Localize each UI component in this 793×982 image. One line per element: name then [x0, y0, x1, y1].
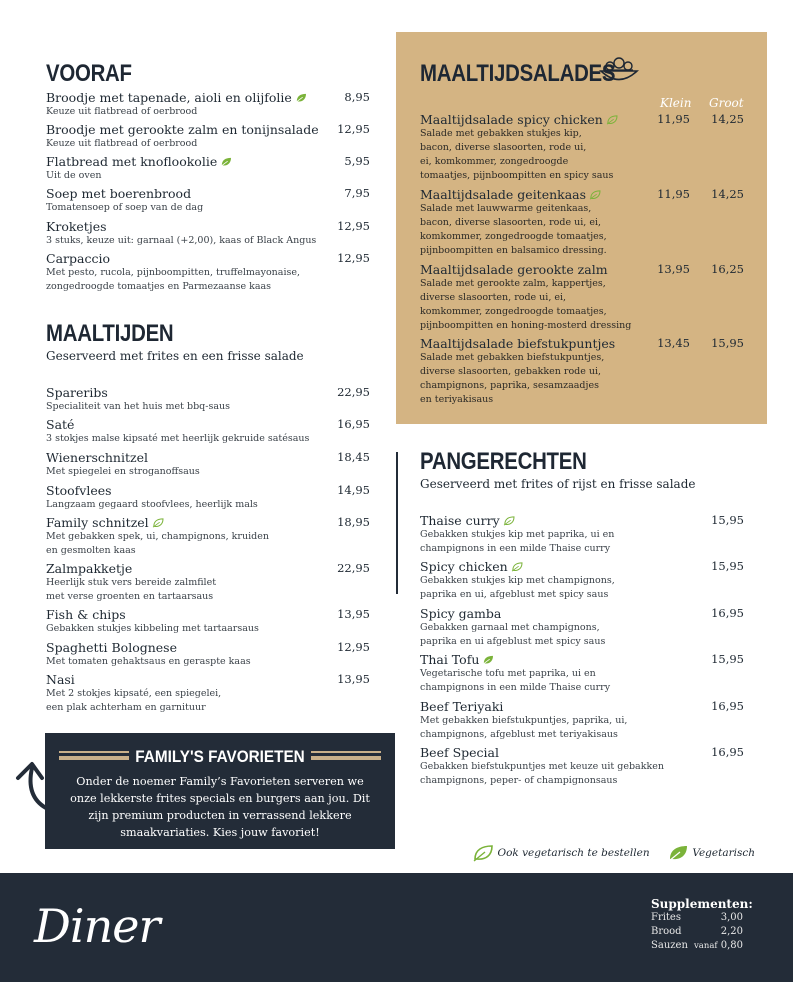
- item-name-text: Broodje met gerookte zalm en tonijnsalade: [46, 122, 319, 137]
- item-description: champignons in een milde Thaise curry: [420, 543, 611, 554]
- item-description: Gebakken garnaal met champignons,: [420, 622, 600, 633]
- menu-item: [46, 417, 370, 446]
- item-name-text: Nasi: [46, 672, 75, 687]
- item-name: [420, 559, 744, 574]
- supplement-price-prefix: vanaf: [693, 941, 718, 951]
- supplement-price: [721, 911, 743, 925]
- item-name-text: Spareribs: [46, 385, 108, 400]
- item-description: Uit de oven: [46, 170, 102, 181]
- item-price: 14,95: [337, 483, 370, 497]
- vegetarian-leaf-icon: [295, 93, 307, 103]
- right-column: [420, 0, 744, 860]
- salad-price-small: 11,95: [657, 187, 690, 201]
- item-name-text: Stoofvlees: [46, 483, 112, 498]
- item-name-text: Kroketjes: [46, 219, 107, 234]
- item-description: Gebakken stukjes kibbeling met tartaarsaus: [46, 623, 259, 634]
- item-name: [46, 122, 370, 137]
- vooraf-heading: VOORAF: [46, 60, 132, 87]
- family-title: FAMILY'S FAVORIETEN: [135, 747, 305, 766]
- item-name: [46, 154, 370, 169]
- salad-description: tomaatjes, pijnboompitten en spicy saus: [420, 170, 614, 181]
- item-name-text: Beef Teriyaki: [420, 699, 504, 714]
- item-price: 18,95: [337, 515, 370, 529]
- supplement-price: [721, 925, 743, 939]
- salad-price-large: 14,25: [711, 112, 744, 126]
- item-name: [420, 606, 744, 621]
- salad-description: en teriyakisaus: [420, 394, 494, 405]
- item-name: [46, 186, 370, 201]
- supplements-title: Supplementen:: [651, 897, 753, 911]
- menu-item: [420, 652, 744, 695]
- menu-item: [420, 699, 744, 742]
- item-price: 15,95: [711, 559, 744, 573]
- menu-item: [46, 607, 370, 636]
- item-price: 16,95: [711, 699, 744, 713]
- menu-item: [46, 450, 370, 479]
- item-name: [46, 672, 370, 687]
- menu-item: [46, 219, 370, 248]
- menu-item: [46, 672, 370, 715]
- menu-item: [46, 515, 370, 558]
- item-description: champignons, peper- of champignonsaus: [420, 775, 618, 786]
- item-price: 12,95: [337, 219, 370, 233]
- pangerechten-heading: PANGERECHTEN: [420, 448, 587, 475]
- item-description: zongedroogde tomaatjes en Parmezaanse kaas: [46, 281, 272, 292]
- item-description: Met gebakken biefstukpuntjes, paprika, ui,: [420, 715, 628, 726]
- item-description: Gebakken stukjes kip met paprika, ui en: [420, 529, 615, 540]
- item-name-text: Soep met boerenbrood: [46, 186, 192, 201]
- item-description: champignons in een milde Thaise curry: [420, 682, 611, 693]
- supplement-price-value: 2,20: [720, 926, 743, 937]
- item-name: [420, 699, 744, 714]
- salad-description: ei, komkommer, zongedroogde: [420, 156, 569, 167]
- item-price: 12,95: [337, 640, 370, 654]
- menu-item: [46, 122, 370, 151]
- menu-item: [420, 606, 744, 649]
- salad-description: komkommer, zongedroogde tomaatjes,: [420, 231, 607, 242]
- salad-description: bacon, diverse slasoorten, rode ui,: [420, 142, 587, 153]
- item-name: [46, 90, 370, 105]
- supplement-row: [651, 911, 743, 925]
- family-text: Onder de noemer Family’s Favorieten serveren we onze lekkerste frites specials en burgers aan jou. Dit zijn premium producten in verrassend lekkere smaakvariaties. Kies jouw favoriet!: [70, 775, 370, 839]
- leaf-outline-icon: [472, 844, 494, 862]
- item-name: [46, 219, 370, 234]
- salad-price-large: 15,95: [711, 336, 744, 350]
- salad-description: diverse slasoorten, rode ui, ei,: [420, 292, 567, 303]
- item-price: 22,95: [337, 561, 370, 575]
- salad-price-large: 14,25: [711, 187, 744, 201]
- optional-vegetarian-leaf-icon: [152, 518, 164, 528]
- item-description: 3 stokjes malse kipsaté met heerlijk gekruide satésaus: [46, 433, 310, 444]
- salad-description: diverse slasoorten, gebakken rode ui,: [420, 366, 602, 377]
- salad-name-text: Maaltijdsalade geitenkaas: [420, 187, 587, 202]
- item-name: [46, 561, 370, 576]
- decorative-lines-right: [311, 751, 381, 760]
- item-description: en gesmolten kaas: [46, 545, 136, 556]
- size-large-header: Groot: [709, 96, 744, 110]
- item-name: [420, 745, 744, 760]
- menu-item: [46, 251, 370, 294]
- item-name-text: Family schnitzel: [46, 515, 149, 530]
- item-name-text: Broodje met tapenade, aioli en olijfolie: [46, 90, 292, 105]
- item-name-text: Wienerschnitzel: [46, 450, 148, 465]
- item-price: 7,95: [344, 186, 370, 200]
- maaltijden-subtitle: Geserveerd met frites en een frisse salade: [46, 349, 304, 363]
- salad-name-text: Maaltijdsalade spicy chicken: [420, 112, 603, 127]
- salad-name-text: Maaltijdsalade biefstukpuntjes: [420, 336, 616, 351]
- menu-item: [420, 559, 744, 602]
- salad-name-text: Maaltijdsalade gerookte zalm: [420, 262, 608, 277]
- item-price: 16,95: [337, 417, 370, 431]
- salad-price-small: 11,95: [657, 112, 690, 126]
- size-small-header: Klein: [660, 96, 692, 110]
- menu-item: [46, 385, 370, 414]
- legend-veg-label: Vegetarisch: [692, 847, 755, 859]
- item-description: Met 2 stokjes kipsaté, een spiegelei,: [46, 688, 222, 699]
- item-price: 8,95: [344, 90, 370, 104]
- supplement-price-value: 0,80: [720, 940, 743, 951]
- item-description: Met tomaten gehaktsaus en geraspte kaas: [46, 656, 251, 667]
- supplement-name: Brood: [651, 926, 682, 937]
- item-price: 18,45: [337, 450, 370, 464]
- item-name: [420, 513, 744, 528]
- left-column: [46, 60, 370, 720]
- salad-description: champignons, paprika, sesamzaadjes: [420, 380, 599, 391]
- menu-item: [46, 154, 370, 183]
- maaltijden-heading: MAALTIJDEN: [46, 320, 174, 347]
- item-name: [420, 652, 744, 667]
- item-name: [46, 515, 370, 530]
- item-description: Heerlijk stuk vers bereide zalmfilet: [46, 577, 217, 588]
- item-name-text: Zalmpakketje: [46, 561, 133, 576]
- item-name-text: Flatbread met knoflookolie: [46, 154, 218, 169]
- menu-item: [420, 513, 744, 556]
- item-name-text: Thaise curry: [420, 513, 500, 528]
- menu-item: [46, 561, 370, 604]
- item-description: Met pesto, rucola, pijnboompitten, truffelmayonaise,: [46, 267, 301, 278]
- item-description: Met gebakken spek, ui, champignons, kruiden: [46, 531, 269, 542]
- item-price: 15,95: [711, 513, 744, 527]
- item-description: Met spiegelei en stroganoffsaus: [46, 466, 200, 477]
- item-description: 3 stuks, keuze uit: garnaal (+2,00), kaas of Black Angus: [46, 235, 317, 246]
- item-name: [46, 483, 370, 498]
- leaf-filled-icon: [667, 844, 689, 862]
- item-name-text: Spaghetti Bolognese: [46, 640, 177, 655]
- salad-price-small: 13,45: [657, 336, 690, 350]
- item-description: een plak achterham en garnituur: [46, 702, 206, 713]
- salad-price-small: 13,95: [657, 262, 690, 276]
- item-price: 22,95: [337, 385, 370, 399]
- legend: [472, 844, 755, 862]
- item-name-text: Carpaccio: [46, 251, 110, 266]
- salad-description: bacon, diverse slasoorten, rode ui, ei,: [420, 217, 602, 228]
- item-price: 5,95: [344, 154, 370, 168]
- item-name: [46, 607, 370, 622]
- salad-price-large: 16,25: [711, 262, 744, 276]
- salad-description: pijnboompitten en balsamico dressing.: [420, 245, 607, 256]
- supplement-name: Frites: [651, 912, 681, 923]
- item-description: paprika en ui afgeblust met spicy saus: [420, 636, 606, 647]
- item-name: [46, 417, 370, 432]
- item-name: [46, 640, 370, 655]
- salad-description: Salade met gebakken stukjes kip,: [420, 128, 582, 139]
- item-description: paprika en ui, afgeblust met spicy saus: [420, 589, 609, 600]
- item-description: Tomatensoep of soep van de dag: [46, 202, 204, 213]
- salad-description: pijnboompitten en honing-mosterd dressing: [420, 320, 632, 331]
- menu-item: [46, 186, 370, 215]
- menu-item: [46, 640, 370, 669]
- family-favorieten-box: [45, 733, 395, 849]
- item-price: 16,95: [711, 606, 744, 620]
- optional-vegetarian-leaf-icon: [511, 562, 523, 572]
- item-price: 13,95: [337, 672, 370, 686]
- salad-description: Salade met gebakken biefstukpuntjes,: [420, 352, 605, 363]
- pangerechten-subtitle: Geserveerd met frites of rijst en frisse salade: [420, 477, 696, 491]
- diner-title: Diner: [34, 899, 160, 953]
- item-description: Gebakken biefstukpuntjes met keuze uit gebakken: [420, 761, 664, 772]
- item-price: 12,95: [337, 251, 370, 265]
- supplement-name: Sauzen: [651, 940, 688, 951]
- supplement-row: [651, 939, 743, 953]
- item-name: [46, 385, 370, 400]
- supplements: [651, 897, 753, 953]
- item-description: Gebakken stukjes kip met champignons,: [420, 575, 615, 586]
- vegetarian-leaf-icon: [482, 655, 494, 665]
- salad-description: komkommer, zongedroogde tomaatjes,: [420, 306, 607, 317]
- footer: [0, 873, 793, 982]
- salades-heading: MAALTIJDSALADES: [420, 60, 616, 87]
- item-price: 13,95: [337, 607, 370, 621]
- item-description: met verse groenten en tartaarsaus: [46, 591, 214, 602]
- item-name-text: Thai Tofu: [420, 652, 480, 667]
- item-name-text: Spicy chicken: [420, 559, 508, 574]
- supplement-price: [694, 939, 743, 953]
- item-name-text: Fish & chips: [46, 607, 126, 622]
- item-description: Vegetarische tofu met paprika, ui en: [420, 668, 596, 679]
- section-divider: [396, 452, 398, 594]
- supplement-row: [651, 925, 743, 939]
- salad-description: Salade met gerookte zalm, kappertjes,: [420, 278, 606, 289]
- menu-item: [420, 745, 744, 788]
- item-description: Keuze uit flatbread of oerbrood: [46, 106, 198, 117]
- item-name-text: Beef Special: [420, 745, 499, 760]
- item-name: [46, 450, 370, 465]
- item-price: 15,95: [711, 652, 744, 666]
- item-name-text: Saté: [46, 417, 75, 432]
- supplement-price-value: 3,00: [720, 912, 743, 923]
- item-description: Specialiteit van het huis met bbq-saus: [46, 401, 230, 412]
- menu-item: [46, 483, 370, 512]
- item-description: Keuze uit flatbread of oerbrood: [46, 138, 198, 149]
- vegetarian-leaf-icon: [220, 157, 232, 167]
- item-price: 16,95: [711, 745, 744, 759]
- item-description: Langzaam gegaard stoofvlees, heerlijk mals: [46, 499, 258, 510]
- salad-description: Salade met lauwwarme geitenkaas,: [420, 203, 592, 214]
- menu-item: [46, 90, 370, 119]
- item-description: champignons, afgeblust met teriyakisaus: [420, 729, 618, 740]
- item-name: [46, 251, 370, 266]
- optional-vegetarian-leaf-icon: [503, 516, 515, 526]
- item-price: 12,95: [337, 122, 370, 136]
- legend-optional-label: Ook vegetarisch te bestellen: [497, 847, 650, 859]
- item-name-text: Spicy gamba: [420, 606, 502, 621]
